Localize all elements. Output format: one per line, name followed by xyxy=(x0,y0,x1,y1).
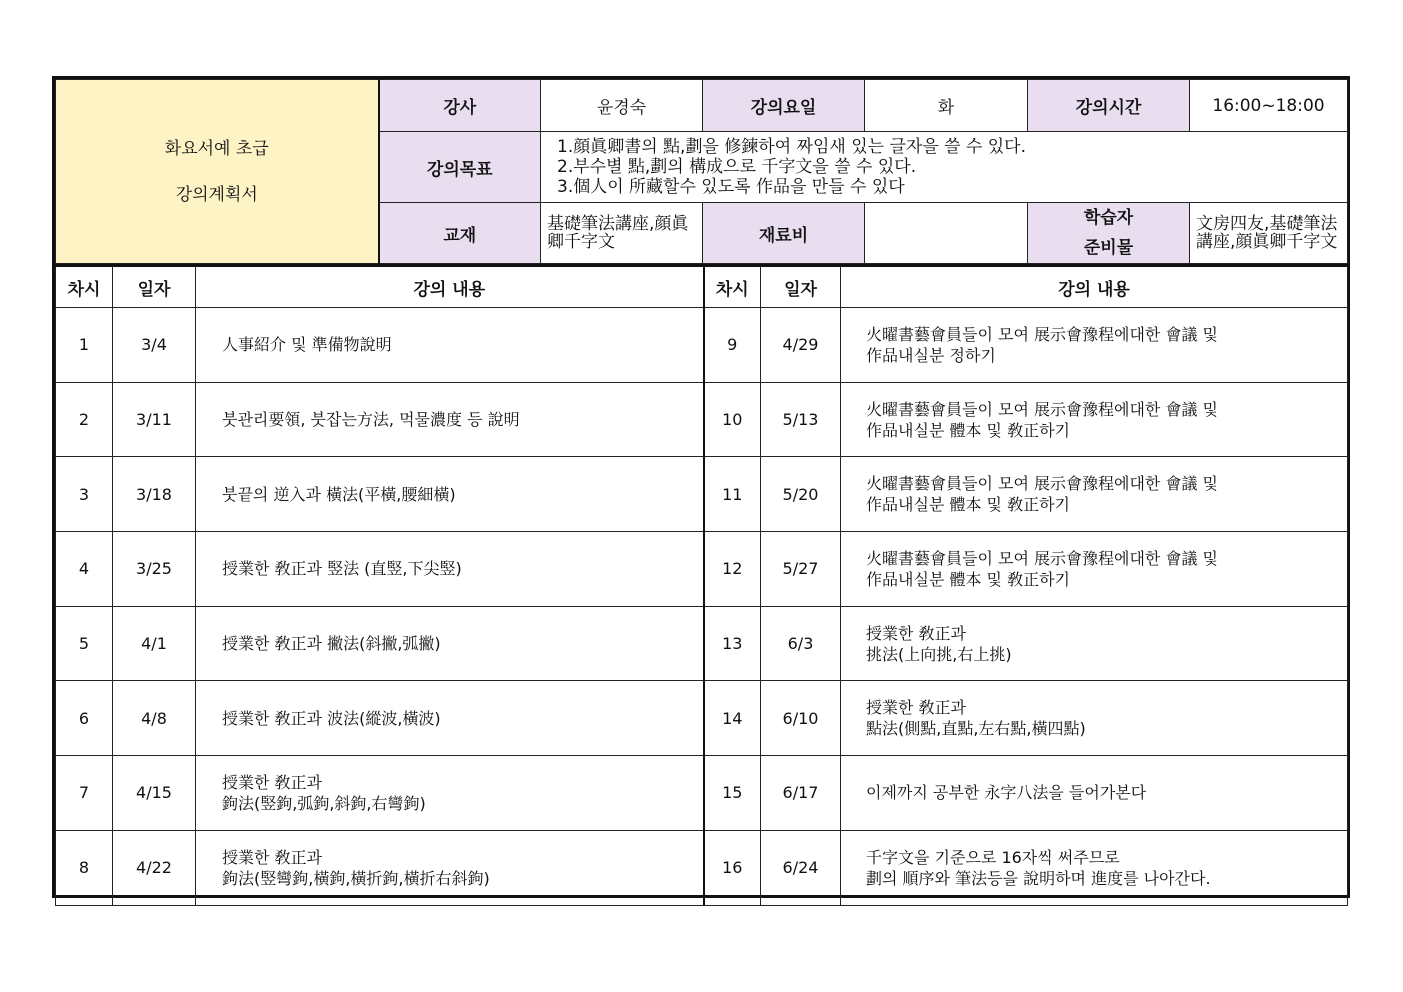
session-content xyxy=(196,382,704,457)
content-line: 火曜書藝會員들이 모여 展示會豫程에대한 會議 및 xyxy=(866,324,1218,344)
session-date: 4/22 xyxy=(113,830,196,905)
content-line: 鉤法(竪彎鉤,橫鉤,橫折鉤,橫折右斜鉤) xyxy=(222,868,490,888)
session-date: 5/20 xyxy=(761,457,841,532)
content-line: 授業한 敎正과 竪法 (直竪,下尖竪) xyxy=(222,559,462,579)
session-number: 9 xyxy=(704,308,761,383)
content-line: 作品내실분 體本 및 敎正하기 xyxy=(866,569,1070,589)
session-content xyxy=(196,457,704,532)
content-line: 授業한 敎正과 xyxy=(866,698,966,718)
session-date: 6/17 xyxy=(761,756,841,831)
content-line: 作品내실분 정하기 xyxy=(866,345,996,365)
prep-label xyxy=(1028,203,1190,264)
schedule-row xyxy=(56,382,1348,457)
session-date: 5/27 xyxy=(761,532,841,607)
content-line: 千字文을 기준으로 16자씩 써주므로 xyxy=(866,847,1120,867)
session-number: 6 xyxy=(56,681,113,756)
day-label: 강의요일 xyxy=(703,80,865,132)
session-number: 15 xyxy=(704,756,761,831)
session-content xyxy=(196,681,704,756)
session-content xyxy=(196,308,704,383)
session-content xyxy=(841,756,1348,831)
session-date: 5/13 xyxy=(761,382,841,457)
goal-item: 1.顔眞卿書의 點,劃을 修鍊하여 짜임새 있는 글자을 쓸 수 있다. xyxy=(557,137,1027,157)
session-number: 8 xyxy=(56,830,113,905)
textbook-label: 교재 xyxy=(379,203,541,264)
session-content xyxy=(841,606,1348,681)
session-number: 11 xyxy=(704,457,761,532)
content-line: 點法(側點,直點,左右點,橫四點) xyxy=(866,719,1086,739)
schedule-row xyxy=(56,308,1348,383)
content-line: 授業한 敎正과 xyxy=(866,623,966,643)
fee-label: 재료비 xyxy=(703,203,865,264)
schedule-body xyxy=(56,308,1348,906)
content-line: 作品내실분 體本 및 敎正하기 xyxy=(866,495,1070,515)
lecture-plan-sheet xyxy=(52,76,1350,898)
session-date: 4/15 xyxy=(113,756,196,831)
content-line: 火曜書藝會員들이 모여 展示會豫程에대한 會議 및 xyxy=(866,474,1218,494)
document-title xyxy=(56,80,379,264)
session-number: 7 xyxy=(56,756,113,831)
session-content xyxy=(841,532,1348,607)
content-header: 강의 내용 xyxy=(196,266,704,308)
goal-item: 2.부수별 點,劃의 構成으로 千字文을 쓸 수 있다. xyxy=(557,157,917,177)
session-number: 14 xyxy=(704,681,761,756)
title-line-1: 화요서예 초급 xyxy=(164,138,269,159)
session-content xyxy=(196,830,704,905)
schedule-table xyxy=(55,264,1348,906)
session-date: 4/1 xyxy=(113,606,196,681)
session-content xyxy=(841,830,1348,905)
content-line: 授業한 敎正과 xyxy=(222,772,322,792)
session-content xyxy=(196,606,704,681)
content-line: 劃의 順序와 筆法등을 說明하며 進度를 나아간다. xyxy=(866,868,1211,888)
content-line: 授業한 敎正과 撇法(斜撇,弧撇) xyxy=(222,634,441,654)
title-line-2: 강의계획서 xyxy=(175,184,258,205)
content-line: 作品내실분 體本 및 敎正하기 xyxy=(866,420,1070,440)
content-line: 挑法(上向挑,右上挑) xyxy=(866,644,1012,664)
schedule-row xyxy=(56,830,1348,905)
session-number: 10 xyxy=(704,382,761,457)
session-date: 3/11 xyxy=(113,382,196,457)
goal-item: 3.個人이 所藏할수 있도록 作品을 만들 수 있다 xyxy=(557,177,905,197)
session-number: 1 xyxy=(56,308,113,383)
session-date: 3/18 xyxy=(113,457,196,532)
goal-label: 강의목표 xyxy=(379,132,541,203)
session-header: 차시 xyxy=(56,266,113,308)
schedule-row xyxy=(56,756,1348,831)
content-line: 鉤法(竪鉤,弧鉤,斜鉤,右彎鉤) xyxy=(222,793,426,813)
session-number: 16 xyxy=(704,830,761,905)
session-number: 13 xyxy=(704,606,761,681)
prep-label-line-2: 준비물 xyxy=(1083,238,1134,258)
schedule-row xyxy=(56,606,1348,681)
content-line: 火曜書藝會員들이 모여 展示會豫程에대한 會議 및 xyxy=(866,399,1218,419)
content-line: 授業한 敎正과 xyxy=(222,847,322,867)
session-date: 3/4 xyxy=(113,308,196,383)
content-line: 火曜書藝會員들이 모여 展示會豫程에대한 會議 및 xyxy=(866,548,1218,568)
session-number: 5 xyxy=(56,606,113,681)
session-content xyxy=(841,681,1348,756)
session-date: 6/3 xyxy=(761,606,841,681)
session-content xyxy=(841,457,1348,532)
date-header: 일자 xyxy=(761,266,841,308)
content-line: 授業한 敎正과 波法(縱波,橫波) xyxy=(222,708,441,728)
session-content xyxy=(841,382,1348,457)
session-content xyxy=(841,308,1348,383)
session-number: 2 xyxy=(56,382,113,457)
schedule-row xyxy=(56,532,1348,607)
header-table xyxy=(55,79,1348,264)
time-value: 16:00~18:00 xyxy=(1190,80,1348,132)
content-line: 이제까지 공부한 永字八法을 들어가본다 xyxy=(866,783,1147,803)
session-number: 12 xyxy=(704,532,761,607)
session-content xyxy=(196,532,704,607)
content-header: 강의 내용 xyxy=(841,266,1348,308)
content-line: 붓끝의 逆入과 橫法(平橫,腰細橫) xyxy=(222,484,456,504)
session-content xyxy=(196,756,704,831)
time-label: 강의시간 xyxy=(1028,80,1190,132)
schedule-row xyxy=(56,457,1348,532)
session-date: 4/8 xyxy=(113,681,196,756)
prep-value: 文房四友,基礎筆法講座,顔眞卿千字文 xyxy=(1190,203,1348,264)
instructor-value: 윤경숙 xyxy=(541,80,703,132)
prep-label-line-1: 학습자 xyxy=(1083,208,1134,228)
session-date: 3/25 xyxy=(113,532,196,607)
instructor-label: 강사 xyxy=(379,80,541,132)
fee-value xyxy=(865,203,1028,264)
session-header: 차시 xyxy=(704,266,761,308)
session-number: 3 xyxy=(56,457,113,532)
session-date: 6/24 xyxy=(761,830,841,905)
textbook-value: 基礎筆法講座,顔眞卿千字文 xyxy=(541,203,703,264)
content-line: 人事紹介 및 準備物說明 xyxy=(222,335,392,355)
content-line: 붓관리要領, 붓잡는方法, 먹물濃度 등 說明 xyxy=(222,410,520,430)
date-header: 일자 xyxy=(113,266,196,308)
day-value: 화 xyxy=(865,80,1028,132)
schedule-row xyxy=(56,681,1348,756)
goal-list xyxy=(541,132,1348,203)
session-date: 4/29 xyxy=(761,308,841,383)
session-number: 4 xyxy=(56,532,113,607)
session-date: 6/10 xyxy=(761,681,841,756)
